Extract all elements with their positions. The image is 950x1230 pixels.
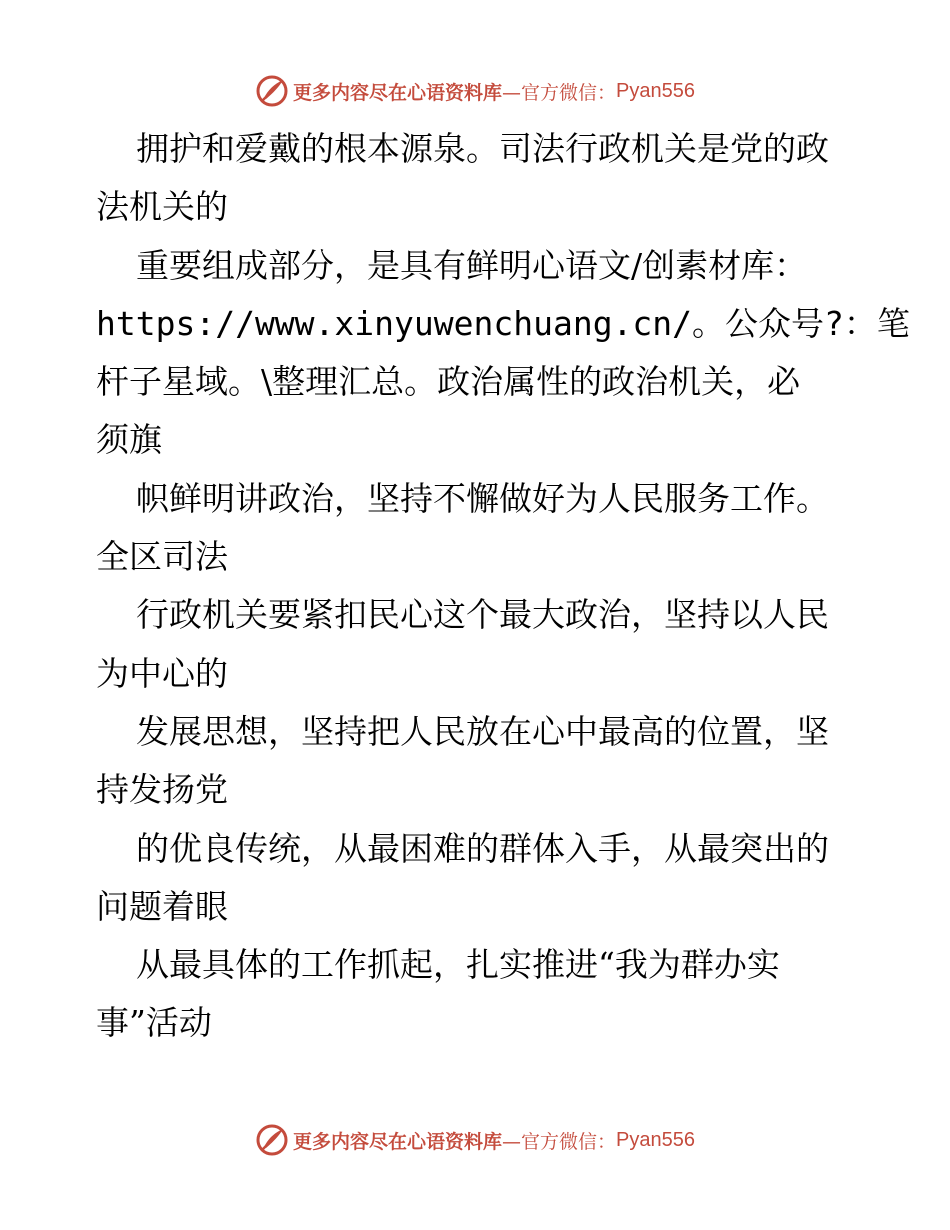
body-line: 重要组成部分，是具有鲜明心语文/创素材库： — [136, 245, 808, 285]
footer-banner — [0, 1120, 950, 1160]
quill-logo-icon — [255, 74, 289, 108]
body-line: 持发扬党 — [96, 770, 228, 810]
body-line: 拥护和爱戴的根本源泉。司法行政机关是党的政 — [136, 129, 829, 168]
body-line: 从最具体的工作抓起，扎实推进“我为群办实 — [136, 945, 780, 985]
footer-banner-text: 更多内容尽在心语资料库 — [293, 1130, 503, 1153]
body-line: 问题着眼 — [96, 886, 228, 926]
header-banner-id: Pyan556 — [616, 79, 695, 102]
footer-banner-id: Pyan556 — [616, 1128, 695, 1151]
body-line: 的优良传统，从最困难的群体入手，从最突出的 — [136, 828, 829, 868]
header-banner — [0, 71, 950, 111]
body-line: 发展思想，坚持把人民放在心中最高的位置，坚 — [136, 711, 829, 751]
header-banner-official: —官方微信： — [502, 81, 617, 104]
document-body — [96, 120, 910, 1053]
body-line: 须旗 — [96, 420, 162, 460]
body-line: 杆子星域。\整理汇总。政治属性的政治机关，必 — [96, 362, 801, 402]
body-line: 为中心的 — [96, 653, 228, 693]
quill-logo-icon — [255, 1123, 289, 1157]
body-line: 法机关的 — [96, 187, 228, 227]
body-line: 事”活动 — [96, 1003, 212, 1043]
body-line: 行政机关要紧扣民心这个最大政治，坚持以人民 — [136, 595, 829, 635]
footer-banner-official: —官方微信： — [502, 1130, 617, 1153]
body-line-url: https://www.xinyuwenchuang.cn/。公众号?：笔 — [96, 303, 910, 343]
header-banner-text: 更多内容尽在心语资料库 — [293, 81, 503, 104]
body-line: 全区司法 — [96, 537, 228, 577]
body-line: 帜鲜明讲政治，坚持不懈做好为人民服务工作。 — [136, 478, 829, 518]
